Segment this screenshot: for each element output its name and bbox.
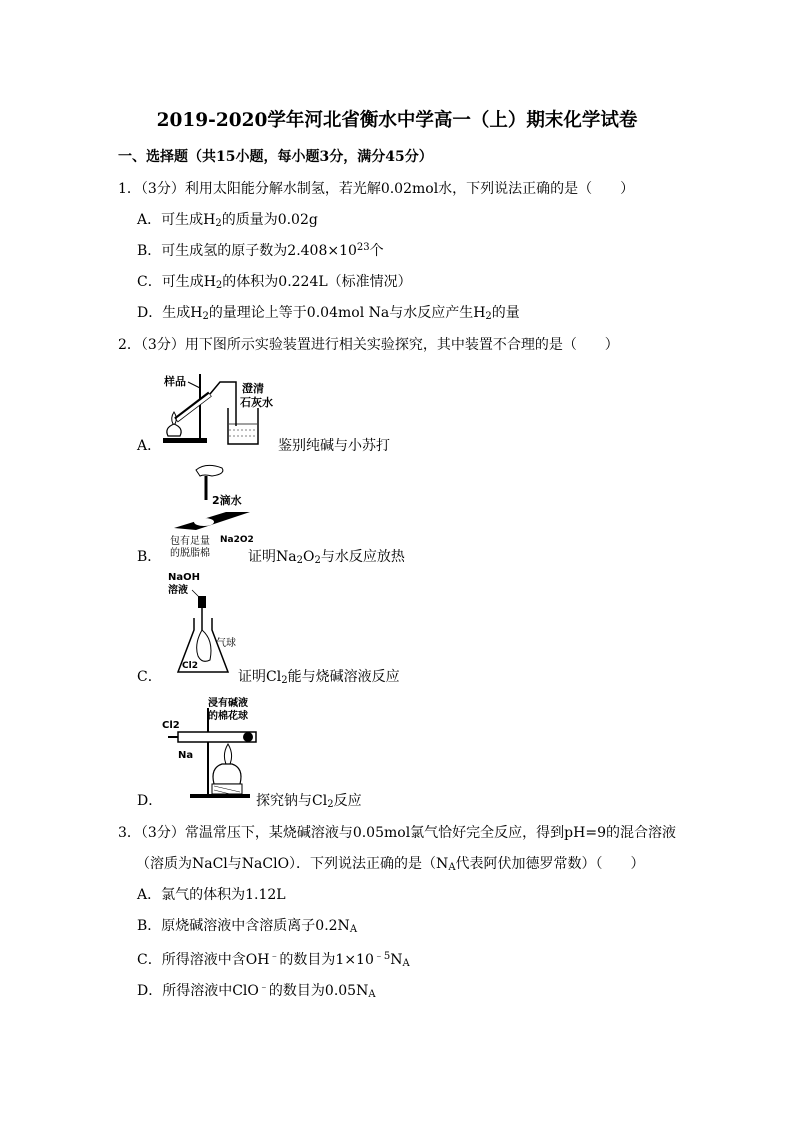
q2-option-d-caption: 探究钠与$Cl_2$反应	[256, 793, 362, 810]
fig-a-label-clear: 澄清	[242, 382, 264, 395]
flask-balloon-figure	[166, 568, 246, 680]
heating-tube-apparatus-figure	[160, 366, 280, 450]
q3-option-c: C．所得溶液中含OH﹣的数目为$1\times 10^{﹣5}N_A$	[137, 951, 410, 969]
q3-option-a: A．氯气的体积为1.12L	[137, 887, 286, 903]
fig-d-label-cottonball: 的棉花球	[208, 711, 248, 722]
fig-c-label-solution: 溶液	[168, 585, 188, 596]
question-2-stem: 2．（3分）用下图所示实验装置进行相关实验探究，其中装置不合理的是（ ）	[118, 337, 619, 353]
fig-d-label-na: Na	[178, 750, 194, 761]
fig-c-label-cl2: Cl2	[182, 661, 198, 671]
q2-option-c-letter: C．	[137, 669, 162, 685]
q3-option-d: D．所得溶液中ClO﹣的数目为$0.05N_A$	[137, 982, 376, 1000]
q1-option-a: A．可生成$H_2$的质量为0.02g	[137, 212, 318, 229]
q2-option-b-letter: B．	[137, 549, 162, 565]
q2-option-c-caption: 证明$Cl_2$能与烧碱溶液反应	[238, 669, 400, 686]
q1-option-b: B．可生成氢的原子数为$2.408\times 10^{23}$个	[137, 242, 384, 259]
section-heading: 一、选择题（共15小题，每小题3分，满分45分）	[118, 149, 433, 165]
q2-option-d-letter: D．	[137, 793, 163, 809]
fig-b-label-water: 2滴水	[212, 494, 242, 507]
fig-a-label-sample: 样品	[164, 375, 186, 388]
fig-d-label-cl2: Cl2	[162, 720, 180, 731]
sodium-chlorine-tube-figure	[160, 694, 260, 804]
q2-option-a-letter: A．	[137, 438, 162, 454]
q2-option-a-caption: 鉴别纯碱与小苏打	[278, 438, 390, 454]
question-1-stem: 1．（3分）利用太阳能分解水制氢，若光解0.02mol水，下列说法正确的是（ ）	[118, 181, 635, 197]
fig-d-label-soaked: 浸有碱液	[208, 698, 248, 709]
question-3-stem-line1: 3．（3分）常温常压下，某烧碱溶液与0.05mol氯气恰好完全反应，得到pH=9的混合溶液	[118, 825, 676, 841]
dropper-cotton-figure	[166, 460, 256, 560]
fig-b-label-cotton: 的脱脂棉	[170, 548, 210, 559]
q3-option-b: B．原烧碱溶液中含溶质离子$0.2N_A$	[137, 918, 358, 935]
fig-b-label-wrapped: 包有足量	[170, 536, 210, 547]
fig-c-label-balloon: 气球	[216, 638, 236, 649]
question-3-stem-line2: （溶质为NaCl与NaClO）．下列说法正确的是（$N_A$代表阿伏加德罗常数）（ ）	[136, 856, 645, 873]
q1-option-d: D．生成$H_2$的量理论上等于0.04mol Na与水反应产生$H_2$的量	[137, 305, 520, 322]
q2-option-b-caption: 证明$Na_2O_2$与水反应放热	[248, 549, 405, 566]
fig-b-label-formula: Na2O2	[220, 535, 254, 545]
fig-c-label-naoh: NaOH	[168, 572, 200, 583]
q1-option-c: C．可生成$H_2$的体积为0.224L（标准情况）	[137, 274, 412, 291]
fig-a-label-limewater: 石灰水	[240, 396, 273, 409]
page-title: 2019-2020学年河北省衡水中学高一（上）期末化学试卷	[156, 110, 638, 131]
